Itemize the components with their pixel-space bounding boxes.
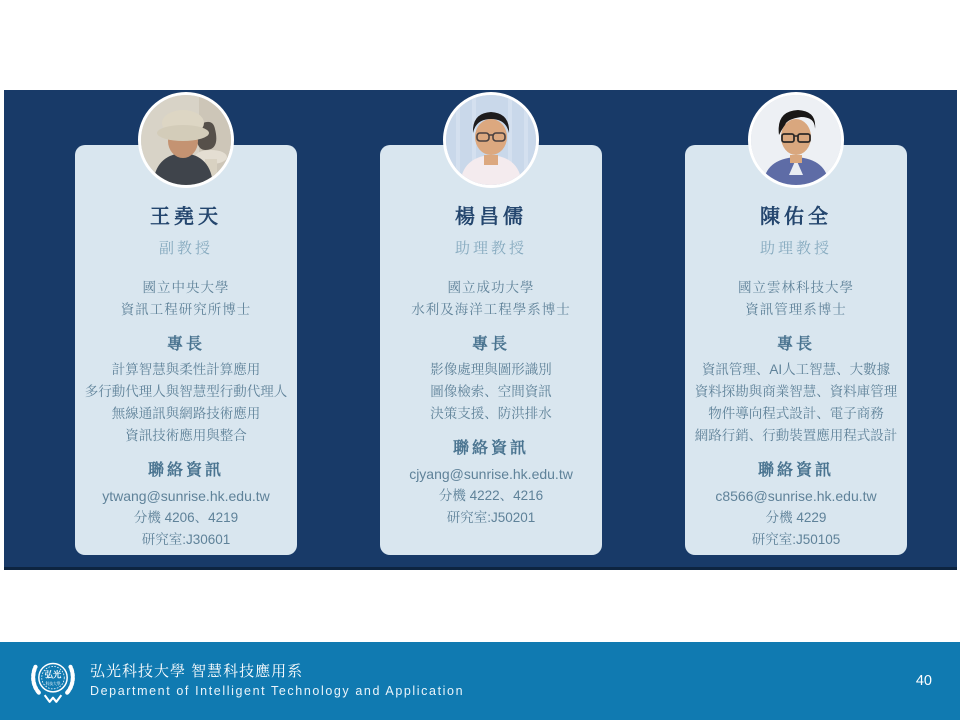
education-line: 水利及海洋工程學系博士 xyxy=(411,302,571,317)
specialty-item: 圖像檢索、空間資訊 xyxy=(430,384,552,399)
photo-placeholder-man-glasses-blue-shirt xyxy=(751,95,841,185)
faculty-photo-1 xyxy=(138,92,234,188)
faculty-office: 研究室:J30601 xyxy=(141,532,231,547)
education-line: 國立成功大學 xyxy=(447,280,535,295)
footer-org-zh: 弘光科技大學 智慧科技應用系 xyxy=(90,663,304,680)
faculty-card-2 xyxy=(380,145,602,555)
faculty-phone: 分機 4206、4219 xyxy=(133,510,239,525)
education-line: 資訊管理系博士 xyxy=(745,302,847,317)
faculty-photo-3 xyxy=(748,92,844,188)
logo-subtext: 科技大學 xyxy=(45,682,61,687)
university-laurel-logo-icon xyxy=(28,653,78,709)
specialty-item: 資料探勘與商業智慧、資料庫管理 xyxy=(694,384,898,399)
faculty-title: 助理教授 xyxy=(759,240,832,257)
faculty-card-3 xyxy=(685,145,907,555)
faculty-office: 研究室:J50105 xyxy=(751,532,841,547)
faculty-phone: 分機 4222、4216 xyxy=(438,488,544,503)
faculty-email: c8566@sunrise.hk.edu.tw xyxy=(715,488,877,504)
faculty-title: 助理教授 xyxy=(454,240,527,257)
photo-placeholder-man-glasses-striped-shirt xyxy=(446,95,536,185)
faculty-email: cjyang@sunrise.hk.edu.tw xyxy=(409,466,573,482)
specialty-item: 無線通訊與網路技術應用 xyxy=(111,406,261,421)
logo-text: 弘光 xyxy=(44,669,62,680)
specialty-item: 決策支援、防洪排水 xyxy=(430,406,552,421)
education-line: 資訊工程研究所博士 xyxy=(120,302,252,317)
contact-label: 聯絡資訊 xyxy=(147,462,224,479)
education-line: 國立中央大學 xyxy=(142,280,230,295)
specialty-label: 專長 xyxy=(471,336,510,353)
faculty-photo-2 xyxy=(443,92,539,188)
contact-label: 聯絡資訊 xyxy=(452,440,529,457)
specialty-item: 物件導向程式設計、電子商務 xyxy=(708,406,884,421)
specialty-item: 計算智慧與柔性計算應用 xyxy=(111,362,261,377)
faculty-name: 陳佑全 xyxy=(760,206,832,228)
footer-text-block xyxy=(90,662,464,700)
specialty-item: 多行動代理人與智慧型行動代理人 xyxy=(84,384,288,399)
faculty-phone: 分機 4229 xyxy=(765,510,827,525)
contact-label: 聯絡資訊 xyxy=(757,462,834,479)
photo-placeholder-man-bucket-hat xyxy=(141,95,231,185)
slide-footer xyxy=(0,642,960,720)
specialty-label: 專長 xyxy=(166,336,205,353)
specialty-item: 資訊管理、AI人工智慧、大數據 xyxy=(701,362,891,377)
faculty-name: 王堯天 xyxy=(150,206,222,228)
faculty-card-1 xyxy=(75,145,297,555)
faculty-email: ytwang@sunrise.hk.edu.tw xyxy=(102,488,270,504)
specialty-item: 影像處理與圖形識別 xyxy=(430,362,552,377)
faculty-name: 楊昌儒 xyxy=(455,206,527,228)
faculty-title: 副教授 xyxy=(158,240,213,257)
page-number: 40 xyxy=(915,673,932,689)
specialty-item: 網路行銷、行動裝置應用程式設計 xyxy=(694,428,898,443)
education-line: 國立雲林科技大學 xyxy=(738,280,854,295)
specialty-label: 專長 xyxy=(776,336,815,353)
footer-org-en: Department of Intelligent Technology and Application xyxy=(90,684,465,698)
specialty-item: 資訊技術應用與整合 xyxy=(125,428,247,443)
faculty-office: 研究室:J50201 xyxy=(446,510,536,525)
